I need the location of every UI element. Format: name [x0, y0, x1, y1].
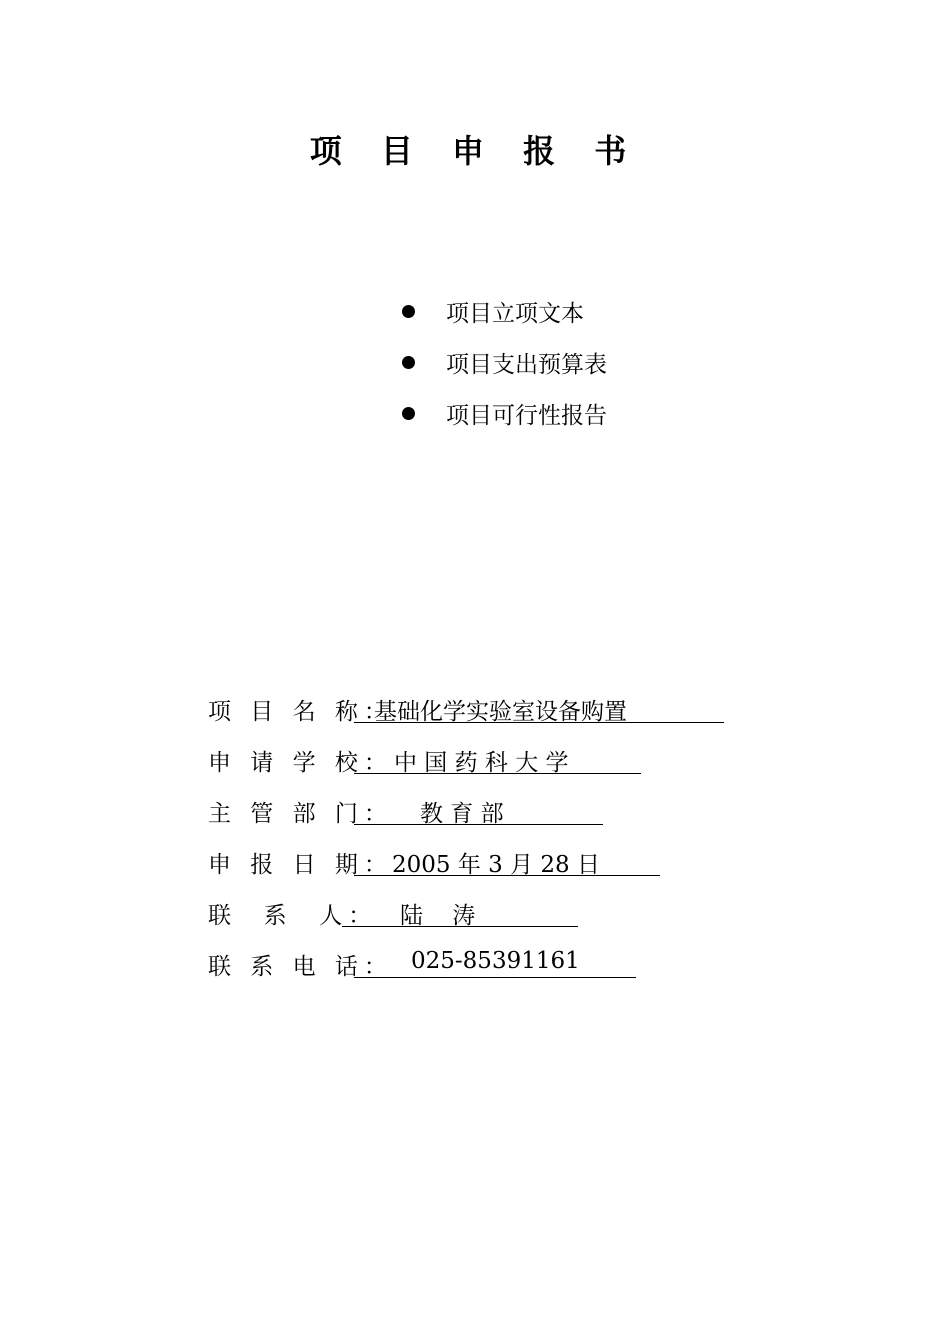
bullet-icon [402, 407, 415, 420]
school-value: 中 国 药 科 大 学 [394, 750, 569, 776]
department-label: 主 管 部 门： [208, 801, 393, 827]
date-label: 申 报 日 期： [208, 852, 393, 878]
contents-list [402, 286, 607, 439]
contact-value: 陆 涛 [400, 903, 476, 929]
list-item-label: 项目支出预算表 [446, 352, 607, 378]
list-item-label: 项目立项文本 [446, 301, 584, 327]
phone-field [354, 948, 636, 978]
document-title: 项 目 申 报 书 [309, 132, 641, 170]
list-item [402, 388, 607, 439]
school-label: 申 请 学 校： [208, 750, 393, 776]
department-field [354, 795, 603, 825]
phone-label: 联 系 电 话： [208, 954, 393, 980]
project-name-field [354, 693, 724, 723]
phone-value: 025-85391161 [411, 948, 580, 974]
school-field [354, 744, 641, 774]
project-name-value: 基础化学实验室设备购置 [374, 699, 627, 725]
list-item [402, 337, 607, 388]
bullet-icon [402, 305, 415, 318]
contact-field [342, 897, 578, 927]
date-field [354, 846, 660, 876]
list-item-label: 项目可行性报告 [446, 403, 607, 429]
bullet-icon [402, 356, 415, 369]
project-name-label: 项 目 名 称： [208, 699, 393, 725]
department-value: 教 育 部 [420, 801, 504, 827]
contact-label: 联 系 人： [208, 903, 378, 929]
list-item [402, 286, 607, 337]
date-value: 2005 年 3 月 28 日 [392, 852, 600, 878]
